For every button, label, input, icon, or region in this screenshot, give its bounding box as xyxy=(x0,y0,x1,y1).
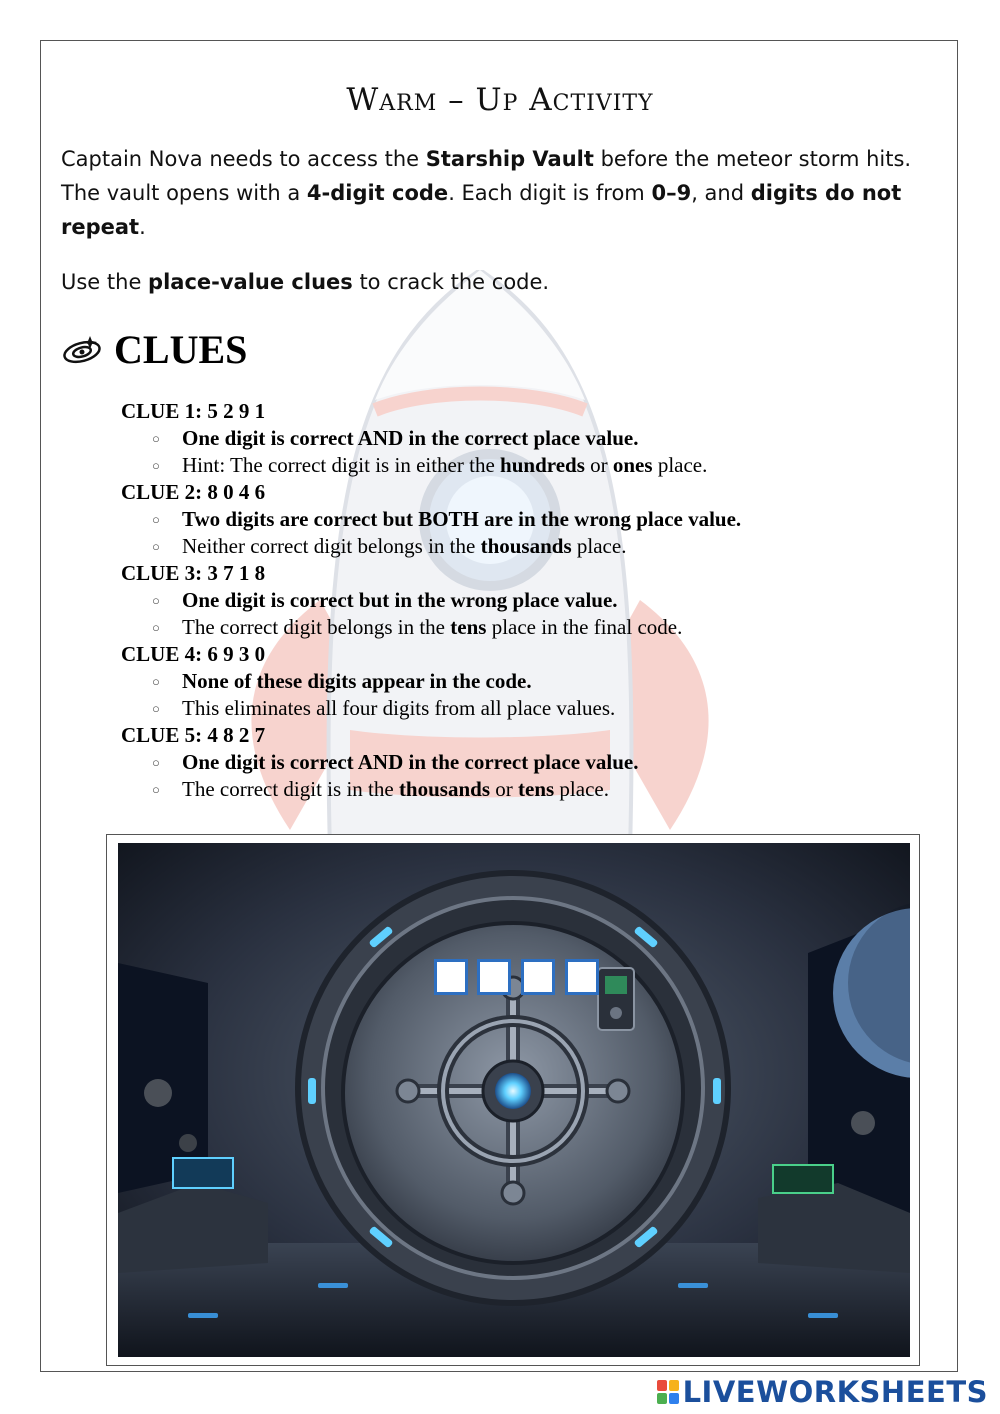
emphasis-text: Starship Vault xyxy=(425,147,594,171)
emphasis-text: tens xyxy=(450,615,487,639)
body-text: . Each digit is from xyxy=(448,181,652,205)
page-title: Warm – Up Activity xyxy=(346,82,654,118)
emphasis-text: 0–9 xyxy=(651,181,692,205)
body-text: , and xyxy=(691,181,751,205)
circle-bullet-icon: ○ xyxy=(152,782,160,797)
clue-detail xyxy=(121,425,881,452)
body-text: to crack the code. xyxy=(352,270,550,294)
emphasis-text: One digit is correct AND in the correct place value. xyxy=(182,750,639,774)
emphasis-text: tens xyxy=(518,777,555,801)
liveworksheets-logo-icon xyxy=(657,1380,679,1404)
body-text: The correct digit is in the xyxy=(182,777,399,801)
clue-detail xyxy=(121,695,881,722)
code-digit-input[interactable] xyxy=(521,959,555,995)
brand-label: LIVEWORKSHEETS xyxy=(682,1375,988,1409)
clues-heading xyxy=(60,326,247,373)
vault-illustration xyxy=(106,834,920,1366)
body-text: The correct digit belongs in the xyxy=(182,615,451,639)
instructions-paragraph xyxy=(61,266,549,298)
body-text: place. xyxy=(571,534,627,558)
body-text: place in the final code. xyxy=(486,615,683,639)
emphasis-text: thousands xyxy=(480,534,572,558)
body-text: before the meteor storm hits. The vault opens with a xyxy=(61,147,912,205)
body-text: Hint: The correct digit is in either the xyxy=(182,453,501,477)
code-digit-input[interactable] xyxy=(434,959,468,995)
space-vault-scene xyxy=(118,843,910,1357)
emphasis-text: None of these digits appear in the code. xyxy=(182,669,532,693)
body-text: place. xyxy=(652,453,708,477)
clue-title: CLUE 1: 5 2 9 1 xyxy=(121,399,266,423)
emphasis-text: 4-digit code xyxy=(306,181,449,205)
clue-title: CLUE 4: 6 9 3 0 xyxy=(121,642,266,666)
circle-bullet-icon: ○ xyxy=(152,620,160,635)
brand-footer xyxy=(657,1375,988,1409)
emphasis-text: One digit is correct but in the wrong place value. xyxy=(182,588,618,612)
clue-detail xyxy=(121,587,881,614)
clue-detail xyxy=(121,668,881,695)
emphasis-text: One digit is correct AND in the correct place value. xyxy=(182,426,639,450)
emphasis-text: ones xyxy=(612,453,653,477)
body-text: . xyxy=(139,215,146,239)
clue-detail xyxy=(121,776,881,803)
body-text: This eliminates all four digits from all place values. xyxy=(182,696,616,720)
body-text: Captain Nova needs to access the xyxy=(61,147,426,171)
code-digit-input[interactable] xyxy=(477,959,511,995)
emphasis-text: thousands xyxy=(398,777,490,801)
clue-title: CLUE 5: 4 8 2 7 xyxy=(121,723,266,747)
clue-detail xyxy=(121,506,881,533)
circle-bullet-icon: ○ xyxy=(152,512,160,527)
circle-bullet-icon: ○ xyxy=(152,593,160,608)
clue-title: CLUE 2: 8 0 4 6 xyxy=(121,480,266,504)
circle-bullet-icon: ○ xyxy=(152,458,160,473)
clues-list xyxy=(121,398,881,803)
clue-detail xyxy=(121,749,881,776)
body-text: or xyxy=(584,453,613,477)
circle-bullet-icon: ○ xyxy=(152,431,160,446)
circle-bullet-icon: ○ xyxy=(152,755,160,770)
code-digit-input[interactable] xyxy=(565,959,599,995)
emphasis-text: place-value clues xyxy=(148,270,353,294)
spiral-galaxy-icon xyxy=(60,332,104,368)
circle-bullet-icon: ○ xyxy=(152,701,160,716)
emphasis-text: Two digits are correct but BOTH are in the wrong place value. xyxy=(182,507,742,531)
emphasis-text: hundreds xyxy=(500,453,585,477)
body-text: or xyxy=(490,777,518,801)
body-text: Neither correct digit belongs in the xyxy=(182,534,481,558)
body-text: place. xyxy=(554,777,609,801)
clue-detail xyxy=(121,452,881,479)
circle-bullet-icon: ○ xyxy=(152,539,160,554)
body-text: Use the xyxy=(61,270,149,294)
circle-bullet-icon: ○ xyxy=(152,674,160,689)
clue-detail xyxy=(121,614,881,641)
emphasis-text: digits do not repeat xyxy=(61,181,902,239)
intro-paragraph xyxy=(61,142,951,244)
clues-heading-label: CLUES xyxy=(114,327,248,372)
clue-detail xyxy=(121,533,881,560)
clue-title: CLUE 3: 3 7 1 8 xyxy=(121,561,266,585)
